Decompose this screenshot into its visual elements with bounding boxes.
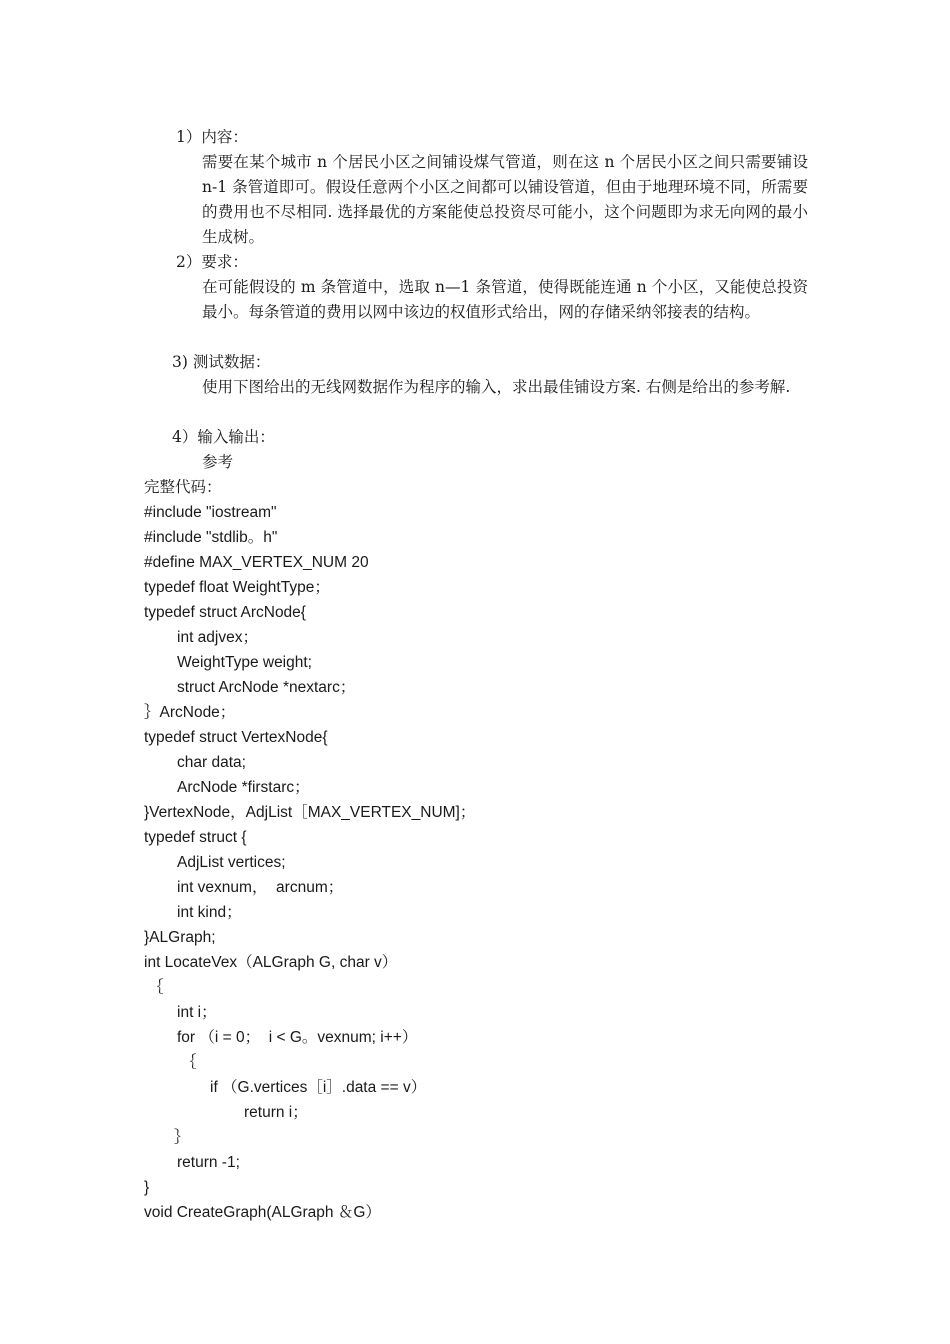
code-line: ｝ (174, 1129, 190, 1146)
code-line: return -1; (177, 1154, 240, 1171)
section-4-title: 4）输入输出： (172, 428, 275, 446)
code-line: char data; (177, 754, 246, 771)
code-line: int kind； (177, 904, 242, 921)
code-line: ｛ (181, 1054, 197, 1071)
section-3-title: 3) 测试数据： (172, 353, 271, 371)
section-2-body: 在可能假设的 m 条管道中，选取 n—1 条管道，使得既能连通 n 个小区，又能使总投资最小。每条管道的费用以网中该边的权值形式给出，网的存储采纳邻接表的结构。 (202, 278, 808, 321)
code-line: for （i = 0； i < G。vexnum; i++） (177, 1029, 418, 1046)
code-line: ｛ (148, 979, 164, 996)
code-line: void CreateGraph(ALGraph ＆G） (144, 1204, 381, 1221)
code-line: int adjvex； (177, 629, 258, 646)
code-line: typedef struct ArcNode{ (144, 604, 306, 621)
code-heading: 完整代码： (144, 478, 222, 496)
code-line: return i； (244, 1104, 308, 1121)
section-4-body: 参考 (202, 453, 234, 471)
code-line: int LocateVex（ALGraph G, char v） (144, 954, 398, 971)
code-line: } (144, 1179, 150, 1196)
code-line: #include "iostream" (144, 504, 277, 521)
code-line: if （G.vertices［i］.data == v） (210, 1079, 427, 1096)
code-line: ArcNode *firstarc； (177, 779, 310, 796)
code-line: WeightType weight; (177, 654, 312, 671)
code-line: struct ArcNode *nextarc； (177, 679, 356, 696)
section-2-title: 2）要求： (176, 253, 248, 271)
code-line: #define MAX_VERTEX_NUM 20 (144, 554, 369, 571)
section-3-body: 使用下图给出的无线网数据作为程序的输入，求出最佳铺设方案. 右侧是给出的参考解. (202, 378, 791, 396)
section-1-body: 需要在某个城市 n 个居民小区之间铺设煤气管道，则在这 n 个居民小区之间只需要铺设 n-1 条管道即可。假设任意两个小区之间都可以铺设管道，但由于地理环境不同，所需要的费用也不尽相同. 选择最优的方案能使总投资尽可能小，这个问题即为求无向网的最小生成树。 (202, 153, 808, 246)
code-line: #include "stdlib。h" (144, 529, 278, 546)
code-line: typedef float WeightType； (144, 579, 330, 596)
code-line: typedef struct VertexNode{ (144, 729, 328, 746)
code-line: int vexnum， arcnum； (177, 879, 344, 896)
code-line: int i； (177, 1004, 217, 1021)
code-line: ｝ArcNode； (144, 704, 236, 721)
code-line: }ALGraph; (144, 929, 216, 946)
code-line: }VertexNode，AdjList［MAX_VERTEX_NUM]； (144, 804, 476, 821)
section-1-title: 1）内容： (176, 128, 248, 146)
code-line: typedef struct { (144, 829, 247, 846)
code-line: AdjList vertices; (177, 854, 286, 871)
